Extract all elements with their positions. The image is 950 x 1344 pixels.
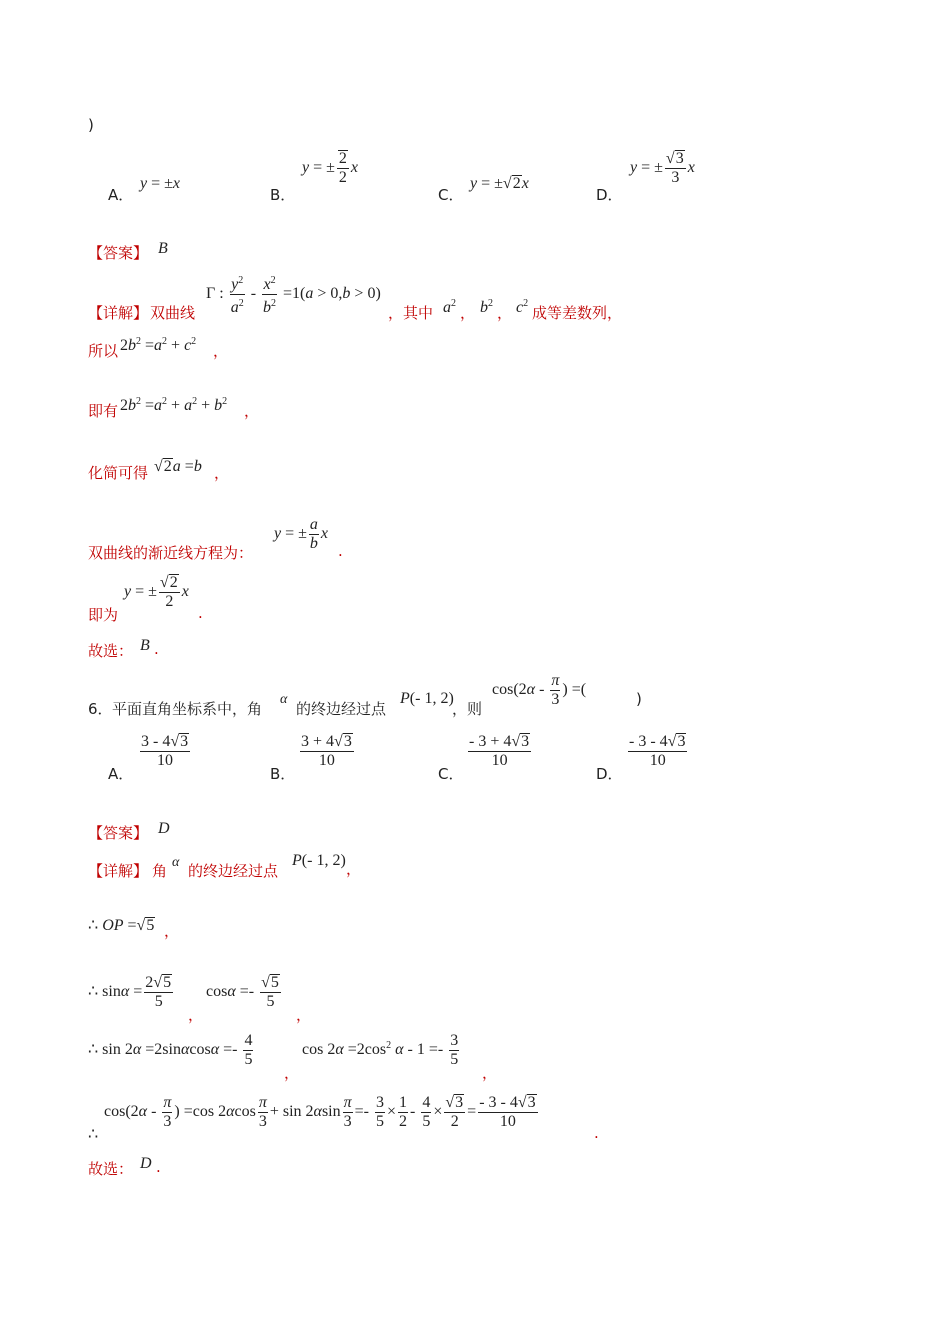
q5-option-a-math: y = ±x bbox=[140, 175, 181, 192]
q6-alpha: α bbox=[280, 692, 288, 707]
q5-b2: $b^2$ bbox=[480, 298, 493, 316]
q6-double-angle: ∴ sin 2α =2sinαcosα =- $\frac{4}{5}$ bbox=[88, 1032, 253, 1068]
q6-answer-value: D bbox=[158, 820, 170, 837]
q5-choose-value: B bbox=[140, 637, 150, 654]
q5-hence-label: 即有 bbox=[88, 402, 119, 420]
q5-comma-2: ， bbox=[244, 402, 260, 420]
q6-cos-comma: ， bbox=[296, 1006, 312, 1024]
q6-detail-point: P(- 1, 2) bbox=[292, 852, 346, 869]
q5-c2: $c^2$ bbox=[516, 298, 529, 316]
q6-cos-double: $\cos 2\alpha =2\cos^2$ α - 1 =- $\frac{3}{5}$ bbox=[302, 1032, 459, 1068]
q6-sin-comma: ， bbox=[188, 1006, 204, 1024]
q6-option-a-label: A． bbox=[108, 765, 134, 783]
q5-option-d-label: D． bbox=[596, 186, 623, 204]
q5-option-c-math: y = ±√2x bbox=[470, 175, 529, 192]
q5-asymptote-label: 双曲线的渐近线方程为： bbox=[88, 544, 254, 562]
q5-detail-tag: 【详解】 bbox=[88, 304, 149, 322]
q6-stem-b: 的终边经过点 bbox=[296, 700, 387, 718]
q6-detail-alpha: α bbox=[172, 855, 180, 870]
q5-a2: $a^2$ bbox=[443, 298, 456, 316]
q6-stem-c: ，则 bbox=[452, 700, 483, 718]
q5-option-b-math: y = ± $\frac{2}{2}$ x bbox=[302, 150, 359, 186]
q5-detail-text-2: ，其中 bbox=[388, 304, 434, 322]
q6-option-d-label: D． bbox=[596, 765, 623, 783]
q6-op-comma: ， bbox=[164, 922, 180, 940]
q6-stem-a: 平面直角坐标系中，角 bbox=[112, 700, 263, 718]
q5-choose-label: 故选： bbox=[88, 642, 134, 660]
q5-period-1: . bbox=[338, 542, 343, 560]
q6-expression: cos(2α - $\frac{\pi}{3}$ ) =( bbox=[492, 672, 587, 708]
q5-that-is-label: 即为 bbox=[88, 606, 119, 624]
q6-answer-tag: 【答案】 bbox=[88, 824, 149, 842]
q6-therefore: ∴ bbox=[88, 1126, 99, 1143]
q6-choose-label: 故选： bbox=[88, 1160, 134, 1178]
q5-closing-paren: ) bbox=[88, 116, 94, 134]
q6-point: P(- 1, 2) bbox=[400, 690, 454, 707]
q5-eq-1: $2b^2 =a^2 + c^2$ bbox=[120, 336, 197, 354]
q6-final-period: . bbox=[594, 1124, 599, 1142]
q5-hyperbola-eq: Γ : $\frac{y^2}{a^2}$ - $\frac{x^2}{b^2}$ =1(a > 0,b > 0) bbox=[206, 272, 381, 317]
q6-op-length: ∴ OP =√5 bbox=[88, 917, 155, 934]
q5-option-c-label: C． bbox=[438, 186, 464, 204]
q5-period-2: . bbox=[198, 604, 203, 622]
q5-detail-text-3: 成等差数列， bbox=[532, 304, 623, 322]
q6-detail-tag: 【详解】 bbox=[88, 862, 149, 880]
q6-da-comma-1: ， bbox=[284, 1064, 300, 1082]
q6-da-comma-2: ， bbox=[482, 1064, 498, 1082]
q5-period-3: . bbox=[154, 640, 159, 658]
q5-answer-tag: 【答案】 bbox=[88, 244, 149, 262]
q6-option-b-label: B． bbox=[270, 765, 296, 783]
q5-option-a-label: A． bbox=[108, 186, 134, 204]
q6-detail-a: 角 bbox=[152, 862, 168, 880]
q6-detail-b: 的终边经过点 bbox=[188, 862, 279, 880]
q6-option-c-label: C． bbox=[438, 765, 464, 783]
q6-final-calc: cos(2α - $\frac{\pi}{3}$ ) =cos 2αcos $\frac{\pi}{3}$ + sin 2αsin $\frac{\pi}{3}$ =- $\frac{3}{5}$ × $\frac{1}{2}$ - $\frac{4}{5}$ × $\frac{√3}{2}$ = $\frac{- 3 - 4√3}{10}$ bbox=[104, 1094, 536, 1130]
q6-cos-value: cosα =- $\frac{√5}{5}$ bbox=[206, 974, 279, 1010]
q6-detail-comma: ， bbox=[346, 860, 362, 878]
q6-option-b-math: $\frac{3 + 4√3}{10}$ bbox=[301, 733, 352, 769]
q5-sep-2: ， bbox=[497, 304, 513, 322]
q6-closing-paren: ) bbox=[636, 690, 642, 708]
q6-number: 6． bbox=[88, 700, 113, 718]
q6-sin-cos: ∴ sinα = $\frac{2√5}{5}$ bbox=[88, 974, 172, 1010]
q5-sep-1: ， bbox=[460, 304, 476, 322]
q5-detail-text-1: 双曲线 bbox=[150, 304, 196, 322]
q5-asymptote-eq: y = ± $\frac{a}{b}$ x bbox=[274, 516, 329, 552]
q6-option-c-math: $\frac{- 3 + 4√3}{10}$ bbox=[469, 733, 530, 769]
q5-simplify-label: 化简可得 bbox=[88, 464, 149, 482]
q5-eq-3: √2a =b bbox=[154, 458, 202, 475]
q5-answer-value: B bbox=[158, 240, 168, 257]
q5-option-d-math: y = ± $\frac{√3}{3}$ x bbox=[630, 150, 695, 186]
q6-choose-period: . bbox=[156, 1158, 161, 1176]
q6-option-a-math: $\frac{3 - 4√3}{10}$ bbox=[141, 733, 189, 769]
q5-final-eq: y = ± $\frac{√2}{2}$ x bbox=[124, 574, 189, 610]
q5-so-label: 所以 bbox=[88, 342, 119, 360]
q5-eq-2: $2b^2 =a^2 + a^2 + b^2$ bbox=[120, 396, 228, 414]
q6-option-d-math: $\frac{- 3 - 4√3}{10}$ bbox=[629, 733, 686, 769]
q5-option-b-label: B． bbox=[270, 186, 296, 204]
q5-comma-3: ， bbox=[214, 464, 230, 482]
q5-comma-1: ， bbox=[213, 342, 229, 360]
q6-choose-value: D bbox=[140, 1155, 152, 1172]
